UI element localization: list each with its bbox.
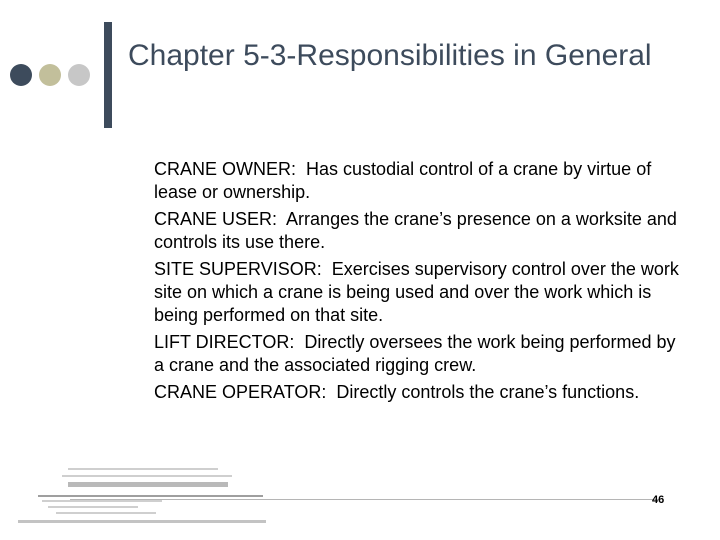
decorative-dot-gray	[68, 64, 90, 86]
entry-crane-owner	[154, 158, 684, 204]
entry-term: SITE SUPERVISOR:	[154, 259, 322, 279]
entry-definition: Directly controls the crane’s functions.	[336, 382, 640, 402]
decorative-dot-dark	[10, 64, 32, 86]
entry-definition: Has custodial control of a crane by virtue of lease or ownership.	[154, 159, 652, 202]
entry-site-supervisor	[154, 258, 684, 327]
entry-term: LIFT DIRECTOR:	[154, 332, 295, 352]
entry-definition: Directly oversees the work being performed by a crane and the associated rigging crew.	[154, 332, 676, 375]
entry-term: CRANE USER:	[154, 209, 278, 229]
entry-crane-operator	[154, 381, 684, 404]
entry-term: CRANE OPERATOR:	[154, 382, 327, 402]
title-divider-bar	[104, 22, 112, 128]
entry-definition: Arranges the crane’s presence on a worksite and controls its use there.	[154, 209, 677, 252]
responsibilities-list	[154, 158, 684, 408]
page-number: 46	[652, 494, 665, 506]
decorative-dot-tan	[39, 64, 61, 86]
entry-lift-director	[154, 331, 684, 377]
slide-title: Chapter 5-3-Responsibilities in General	[128, 39, 652, 72]
entry-definition: Exercises supervisory control over the work site on which a crane is being used and over the work which is being performed on that site.	[154, 259, 679, 325]
entry-crane-user	[154, 208, 684, 254]
faded-document-stamp-icon	[18, 462, 268, 528]
entry-term: CRANE OWNER:	[154, 159, 297, 179]
